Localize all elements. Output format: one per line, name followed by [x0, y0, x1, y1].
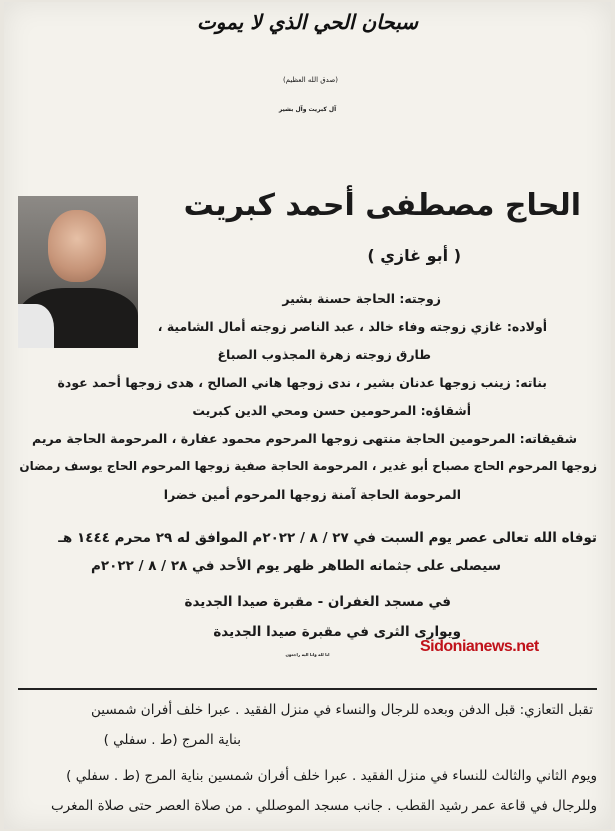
brothers-line: أشقاؤه: المرحومين حسن ومحي الدين كبريت: [192, 403, 471, 418]
divider: [18, 688, 597, 690]
condolences-line-1: تقبل التعازي: قبل الدفن وبعده للرجال والنساء في منزل الفقيد . عبرا خلف أفران شمسين: [91, 702, 593, 718]
burial-line: ويوارى الثرى في مقبرة صيدا الجديدة: [213, 624, 461, 640]
sisters-line-2: زوجها المرحوم الحاج مصباح أبو غدير ، المرحومة الحاجة صفية زوجها المرحوم الحاج يوسف رمضان: [19, 459, 597, 473]
families-title: آل كبريت وآل بشير: [278, 106, 337, 113]
verse-source: (صدق الله العظيم): [282, 76, 339, 84]
deceased-nickname: ( أبو غازي ): [367, 246, 461, 265]
inna-lillah: انا لله وانا اليه راجعون: [285, 652, 330, 657]
shirt-shape: [18, 304, 54, 348]
prayer-time-line: سيصلى على جثمانه الطاهر ظهر يوم الأحد في ٢٨ / ٨ / ٢٠٢٢م: [91, 558, 501, 574]
portrait-photo: [18, 196, 138, 348]
sisters-line-1: شقيقاته: المرحومين الحاجة منتهى زوجها المرحوم محمود عفارة ، المرحومة الحاجة مريم: [32, 431, 577, 446]
quran-verse: [4, 76, 611, 84]
obituary-sheet: [4, 2, 611, 829]
condolences-line-3: ويوم الثاني والثالث للنساء في منزل الفقيد . عبرا خلف أفران شمسين بناية المرج (ط . سفلي ): [66, 768, 597, 784]
death-line: توفاه الله تعالى عصر يوم السبت في ٢٧ / ٨ / ٢٠٢٢م الموافق له ٢٩ محرم ١٤٤٤ هـ: [58, 530, 597, 546]
sons-line-2: طارق زوجته زهرة المجذوب الصباغ: [217, 347, 431, 362]
wife-line: زوجته: الحاجة حسنة بشير: [282, 291, 441, 306]
daughters-line: بناته: زينب زوجها عدنان بشير ، ندى زوجها هاني الصالح ، هدى زوجها أحمد عودة: [57, 375, 547, 390]
sons-line-1: أولاده: غازي زوجته وفاء خالد ، عبد الناصر زوجته أمال الشامية ،: [157, 319, 547, 334]
calligraphy-header: سبحان الحي الذي لا يموت: [196, 10, 419, 34]
condolences-line-4: وللرجال في قاعة عمر رشيد القطب . جانب مسجد الموصللي . من صلاة العصر حتى صلاة المغرب: [50, 798, 597, 814]
mosque-line: في مسجد الغفران - مقبرة صيدا الجديدة: [184, 594, 451, 610]
face-shape: [48, 210, 106, 282]
sisters-line-3: المرحومة الحاجة آمنة زوجها المرحوم أمين خضرا: [163, 487, 461, 502]
condolences-line-2: بناية المرج (ط . سفلي ): [103, 732, 241, 748]
deceased-name: الحاج مصطفى أحمد كبريت: [183, 188, 581, 223]
site-watermark: Sidonianews.net: [420, 638, 539, 655]
